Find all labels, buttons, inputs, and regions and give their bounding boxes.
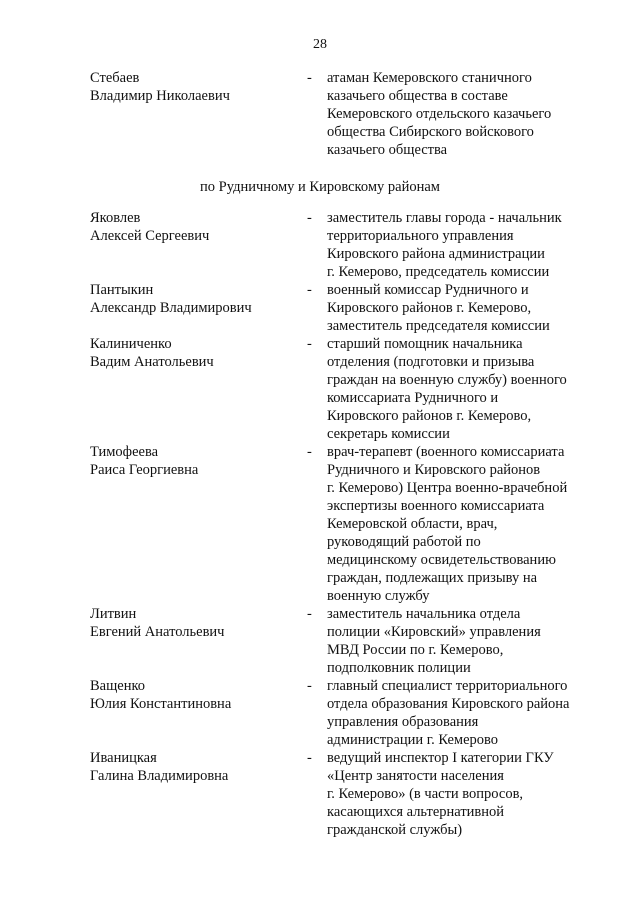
member-given-names: Александр Владимирович (90, 300, 252, 316)
dash: - (307, 678, 312, 694)
section-heading: по Рудничному и Кировскому районам (200, 179, 440, 195)
dash: - (307, 444, 312, 460)
member-role-line: МВД России по г. Кемерово, (327, 642, 504, 658)
page-number: 28 (313, 37, 327, 52)
member-role-line: гражданской службы) (327, 822, 463, 838)
member-surname: Яковлев (90, 210, 141, 226)
member-surname: Ващенко (90, 678, 146, 694)
member-given-names: Юлия Константиновна (90, 696, 232, 712)
member-role-line: секретарь комиссии (327, 426, 450, 442)
member-role-line: казачьего общества (327, 142, 448, 158)
member-role-line: г. Кемерово, председатель комиссии (327, 264, 550, 280)
member-given-names: Галина Владимировна (90, 768, 229, 784)
dash: - (307, 70, 312, 86)
member-surname: Пантыкин (90, 282, 154, 298)
dash: - (307, 282, 312, 298)
member-role-line: отделения (подготовки и призыва (327, 354, 535, 370)
member-role-line: комиссариата Рудничного и (327, 390, 499, 406)
member-role-line: медицинскому освидетельствованию (327, 552, 556, 568)
member-given-names: Вадим Анатольевич (90, 354, 214, 370)
member-role-line: заместитель главы города - начальник (327, 210, 562, 226)
member-role-line: полиции «Кировский» управления (327, 624, 541, 640)
member-given-names: Евгений Анатольевич (90, 624, 225, 640)
member-role-line: ведущий инспектор I категории ГКУ (327, 750, 554, 766)
member-role-line: г. Кемерово) Центра военно-врачебной (327, 480, 568, 496)
member-surname: Литвин (90, 606, 137, 622)
member-role-line: военный комиссар Рудничного и (327, 282, 529, 298)
member-role-line: отдела образования Кировского района (327, 696, 570, 712)
member-role-line: территориального управления (327, 228, 514, 244)
member-role-line: Кировского районов г. Кемерово, (327, 408, 532, 424)
member-role-line: Кемеровского отдельского казачьего (327, 106, 552, 122)
member-role-line: администрации г. Кемерово (327, 732, 499, 748)
member-given-names: Раиса Георгиевна (90, 462, 199, 478)
member-role-line: главный специалист территориального (327, 678, 568, 694)
member-surname: Иваницкая (90, 750, 157, 766)
member-role-line: Кировского районов г. Кемерово, (327, 300, 532, 316)
member-role-line: заместитель председателя комиссии (327, 318, 550, 334)
member-role-line: г. Кемерово» (в части вопросов, (327, 786, 524, 802)
member-role-line: подполковник полиции (327, 660, 471, 676)
member-role-line: военную службу (327, 588, 430, 604)
member-role-line: граждан, подлежащих призыву на (327, 570, 538, 586)
member-role-line: экспертизы военного комиссариата (327, 498, 545, 514)
member-role-line: Рудничного и Кировского районов (327, 462, 541, 478)
member-role-line: врач-терапевт (военного комиссариата (327, 444, 565, 460)
member-role-line: заместитель начальника отдела (327, 606, 521, 622)
member-role-line: граждан на военную службу) военного (327, 372, 567, 388)
dash: - (307, 606, 312, 622)
member-surname: Калиниченко (90, 336, 172, 352)
member-given-names: Алексей Сергеевич (90, 228, 210, 244)
member-role-line: Кемеровской области, врач, (327, 516, 498, 532)
member-role-line: Кировского района администрации (327, 246, 545, 262)
member-surname: Тимофеева (90, 444, 159, 460)
member-role-line: казачьего общества в составе (327, 88, 508, 104)
member-surname: Стебаев (90, 70, 140, 86)
dash: - (307, 210, 312, 226)
member-role-line: руководящий работой по (327, 534, 481, 550)
dash: - (307, 750, 312, 766)
dash: - (307, 336, 312, 352)
member-role-line: атаман Кемеровского станичного (327, 70, 532, 86)
member-role-line: управления образования (327, 714, 479, 730)
member-role-line: касающихся альтернативной (327, 804, 505, 820)
member-role-line: старший помощник начальника (327, 336, 523, 352)
member-role-line: «Центр занятости населения (327, 768, 504, 784)
member-given-names: Владимир Николаевич (90, 88, 230, 104)
member-role-line: общества Сибирского войскового (327, 124, 534, 140)
